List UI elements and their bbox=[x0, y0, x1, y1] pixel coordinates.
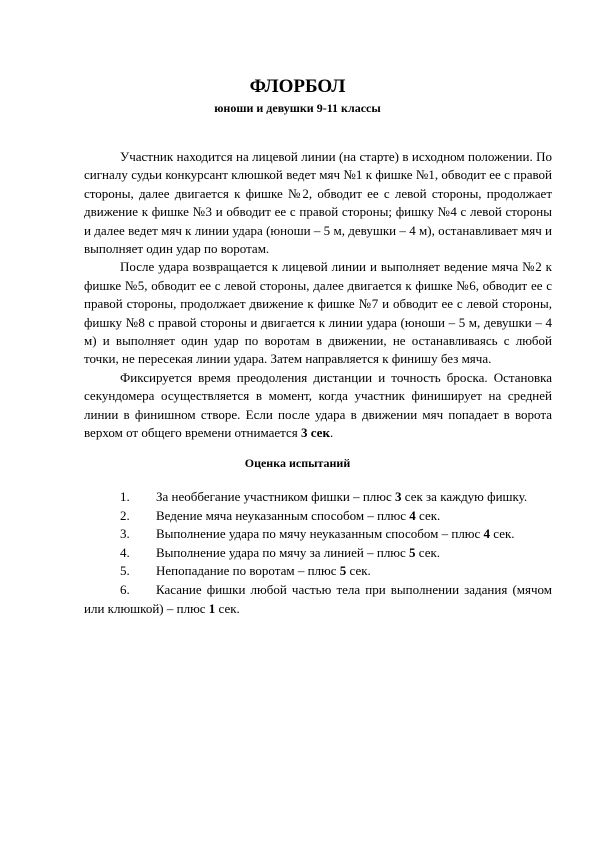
document-subtitle: юноши и девушки 9-11 классы bbox=[214, 101, 381, 115]
paragraph-2: После удара возвращается к лицевой линии и выполняет ведение мяча №2 к фишке №5, обводит ее с левой стороны, далее двигается к фишке №6, обводит ее с правой стороны, продолжает движение к фишке №7 и обводит ее с левой стороны, фишку №8 с правой стороны и двигается к линии удара (юноши – 5 м, девушки – 4 м) и выполняет один удар по воротам в движении, не останавливаясь с любой точки, не пересекая линии удара. Затем направляется к финишу без мяча. bbox=[84, 259, 552, 367]
paragraph-3 bbox=[84, 369, 552, 443]
list-item-bold: 4 bbox=[483, 526, 491, 542]
list-item-tail: сек. bbox=[415, 544, 441, 560]
section-heading: Оценка испытаний bbox=[244, 456, 351, 470]
evaluation-list bbox=[84, 488, 552, 618]
list-item bbox=[84, 544, 552, 563]
list-item bbox=[84, 507, 552, 526]
list-item-text: Касание фишки любой частью тела при выполнении задания (мячом или клюшкой) – плюс bbox=[84, 581, 552, 616]
list-item-number: 6. bbox=[120, 581, 130, 597]
list-item-number: 1. bbox=[120, 489, 130, 504]
list-item-text: Непопадание по воротам – плюс bbox=[156, 563, 340, 579]
list-item-text: За необбегание участником фишки – плюс bbox=[156, 489, 396, 504]
paragraph-3-text: Фиксируется время преодоления дистанции и точность броска. Остановка секундомера осуществляется в момент, когда участник финиширует на средней линии в финишном створе. Если после удара в движении мяч попадает в ворота верхом от общего времени отнимается bbox=[84, 369, 552, 441]
list-item-tail: сек. bbox=[415, 507, 441, 523]
list-item-number: 4. bbox=[120, 544, 130, 560]
list-item bbox=[84, 525, 552, 544]
list-item-text: Выполнение удара по мячу за линией – плюс bbox=[156, 544, 410, 560]
list-item-tail: сек. bbox=[346, 563, 371, 579]
list-item-bold: 1 bbox=[208, 600, 216, 616]
list-item bbox=[84, 488, 552, 507]
list-item-tail: сек. bbox=[215, 600, 240, 616]
list-item-bold: 4 bbox=[409, 507, 416, 523]
document-body bbox=[84, 148, 552, 443]
list-item-bold: 5 bbox=[409, 544, 416, 560]
list-item bbox=[84, 581, 552, 618]
paragraph-1: Участник находится на лицевой линии (на старте) в исходном положении. По сигналу судьи конкурсант клюшкой ведет мяч №1 к фишке №1, обводит ее с правой стороны, далее двигается к фишке №2, обводит ее с левой стороны, продолжает движение к фишке №3 и обводит ее с правой стороны; фишку №4 с левой стороны и далее ведет мяч к линии удара (юноши – 5 м, девушки – 4 м), останавливает мяч и выполняет один удар по воротам. bbox=[84, 149, 552, 257]
list-item bbox=[84, 562, 552, 581]
paragraph-3-end: . bbox=[329, 425, 334, 441]
list-item-text: Выполнение удара по мячу неуказанным способом – плюс bbox=[156, 526, 484, 542]
paragraph-3-bold: 3 сек bbox=[301, 425, 330, 441]
list-item-tail: сек за каждую фишку. bbox=[401, 489, 528, 504]
list-item-tail: сек. bbox=[490, 526, 515, 542]
list-item-number: 5. bbox=[120, 563, 130, 579]
list-item-bold: 5 bbox=[339, 563, 347, 579]
list-item-number: 2. bbox=[120, 507, 130, 523]
list-item-text: Ведение мяча неуказанным способом – плюс bbox=[156, 507, 410, 523]
document-title: ФЛОРБОЛ bbox=[249, 76, 346, 97]
list-item-bold: 3 bbox=[395, 489, 402, 504]
list-item-number: 3. bbox=[120, 526, 130, 542]
